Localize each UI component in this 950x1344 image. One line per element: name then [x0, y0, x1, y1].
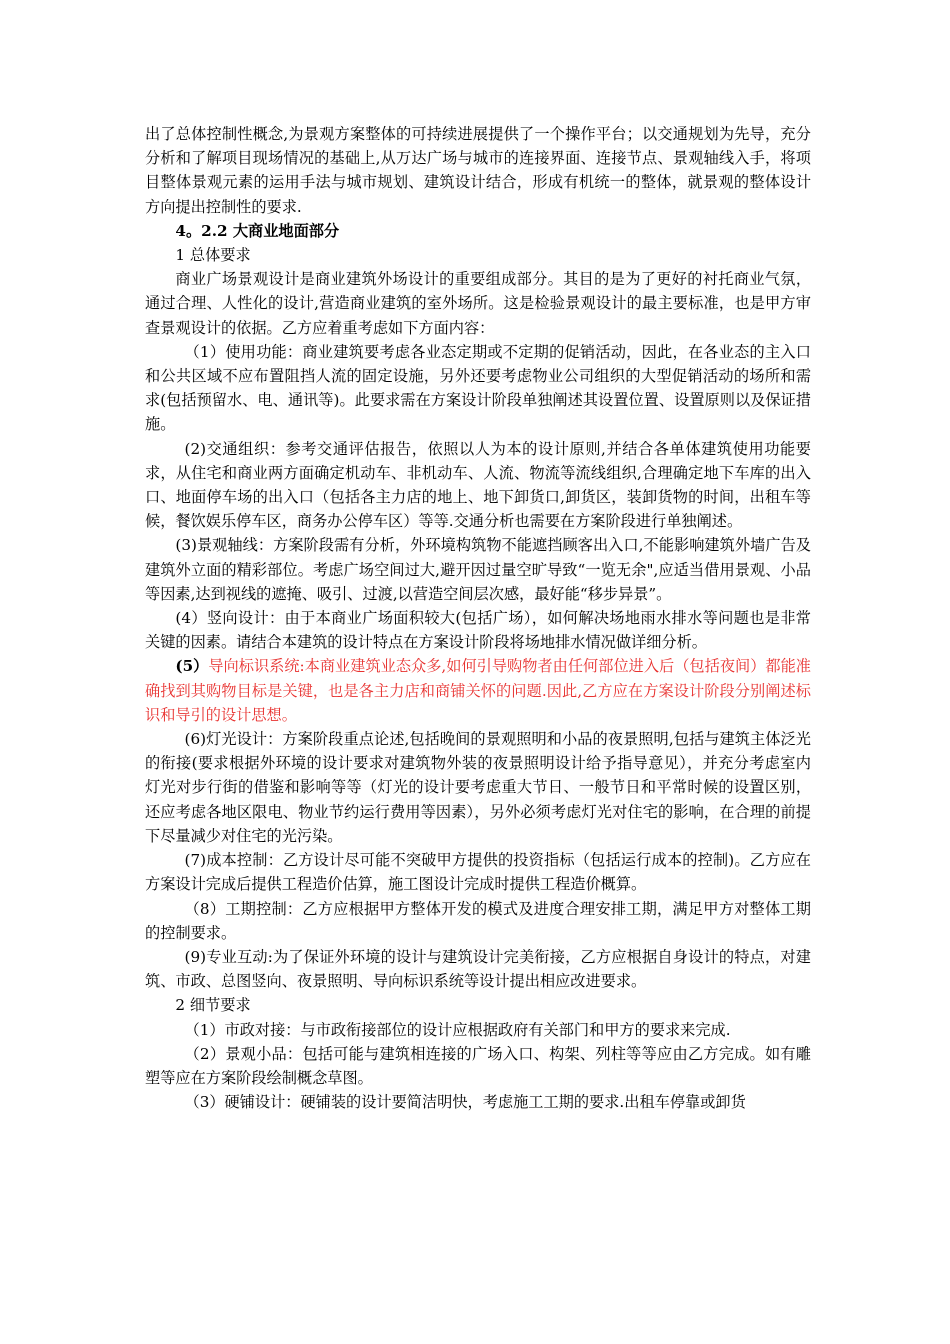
item-landscape-features: （2）景观小品：包括可能与建筑相连接的广场入口、构架、列柱等等应由乙方完成。如有雕塑等应在方案阶段绘制概念草图。	[145, 1044, 811, 1087]
item-hard-paving: （3）硬铺设计：硬铺装的设计要简洁明快，考虑施工工期的要求.出租车停靠或卸货	[184, 1093, 746, 1112]
paragraph-overall-control: 出了总体控制性概念,为景观方案整体的可持续进展提供了一个操作平台；以交通规划为先导，充分分析和了解项目现场情况的基础上,从万达广场与城市的连接界面、连接节点、景观轴线入手，将项目整体景观元素的运用手法与城市规划、建筑设计结合，形成有机统一的整体，就景观的整体设计方向提出控制性的要求.	[145, 125, 811, 216]
item-professional-interaction: (9)专业互动:为了保证外环境的设计与建筑设计完美衔接，乙方应根据自身设计的特点，对建筑、市政、总图竖向、夜景照明、导向标识系统等设计提出相应改进要求。	[145, 947, 811, 991]
subheading-detail-requirements: 2 细节要求	[175, 996, 251, 1015]
item-signage-number: (5）	[175, 657, 209, 676]
section-heading-4-2-2: 4。2.2 大商业地面部分	[175, 221, 340, 240]
item-landscape-axis: (3)景观轴线：方案阶段需有分析，外环境构筑物不能遮挡顾客出入口,不能影响建筑外墙广告及建筑外立面的精彩部位。考虑广场空间过大,避开因过量空旷导致“一览无余",应适当借用景观、小品等因素,达到视线的遮掩、吸引、过渡,以营造空间层次感，最好能“移步异景”。	[145, 536, 811, 603]
item-signage-system	[145, 654, 811, 727]
item-usage-function: （1）使用功能：商业建筑要考虑各业态定期或不定期的促销活动，因此，在各业态的主入口和公共区域不应布置阻挡人流的固定设施，另外还要考虑物业公司组织的大型促销活动的场所和需求(包括预留水、电、通讯等)。此要求需在方案设计阶段单独阐述其设置位置、设置原则以及保证措施。	[145, 342, 811, 434]
item-signage-text: 导向标识系统:本商业建筑业态众多,如何引导购物者由任何部位进入后（包括夜间）都能准确找到其购物目标是关键，也是各主力店和商铺关怀的问题.因此,乙方应在方案设计阶段分别阐述标识和导引的设计思想。	[145, 657, 811, 724]
paragraph-commercial-plaza: 商业广场景观设计是商业建筑外场设计的重要组成部分。其目的是为了更好的衬托商业气氛，通过合理、人性化的设计,营造商业建筑的室外场所。这是检验景观设计的最主要标准，也是甲方审查景观设计的依据。乙方应着重考虑如下方面内容：	[145, 270, 811, 337]
document-page	[145, 122, 811, 1114]
item-vertical-design: (4）竖向设计：由于本商业广场面积较大(包括广场），如何解决场地雨水排水等问题也是非常关键的因素。请结合本建筑的设计特点在方案设计阶段将场地排水情况做详细分析。	[145, 609, 811, 652]
item-lighting-design: (6)灯光设计：方案阶段重点论述,包括晚间的景观照明和小品的夜景照明,包括与建筑主体泛光的衔接(要求根据外环境的设计要求对建筑物外装的夜景照明设计给予指导意见），并充分考虑室内灯光对步行街的借鉴和影响等等（灯光的设计要考虑重大节日、一般节日和平常时候的设置区别，还应考虑各地区限电、物业节约运行费用等因素），另外必须考虑灯光对住宅的影响，在合理的前提下尽量减少对住宅的光污染。	[145, 730, 811, 845]
item-traffic-organization: (2)交通组织：参考交通评估报告，依照以人为本的设计原则,并结合各单体建筑使用功能要求，从住宅和商业两方面确定机动车、非机动车、人流、物流等流线组织,合理确定地下车库的出入口、地面停车场的出入口（包括各主力店的地上、地下卸货口,卸货区，装卸货物的时间，出租车等候，餐饮娱乐停车区，商务办公停车区）等等.交通分析也需要在方案阶段进行单独阐述。	[145, 439, 811, 531]
item-municipal-connection: （1）市政对接：与市政衔接部位的设计应根据政府有关部门和甲方的要求来完成.	[184, 1020, 731, 1039]
item-schedule-control: （8）工期控制：乙方应根据甲方整体开发的模式及进度合理安排工期，满足甲方对整体工期的控制要求。	[145, 899, 811, 942]
subheading-general-requirements: 1 总体要求	[175, 246, 251, 265]
item-cost-control: (7)成本控制：乙方设计尽可能不突破甲方提供的投资指标（包括运行成本的控制)。乙方应在方案设计完成后提供工程造价估算，施工图设计完成时提供工程造价概算。	[145, 851, 811, 894]
